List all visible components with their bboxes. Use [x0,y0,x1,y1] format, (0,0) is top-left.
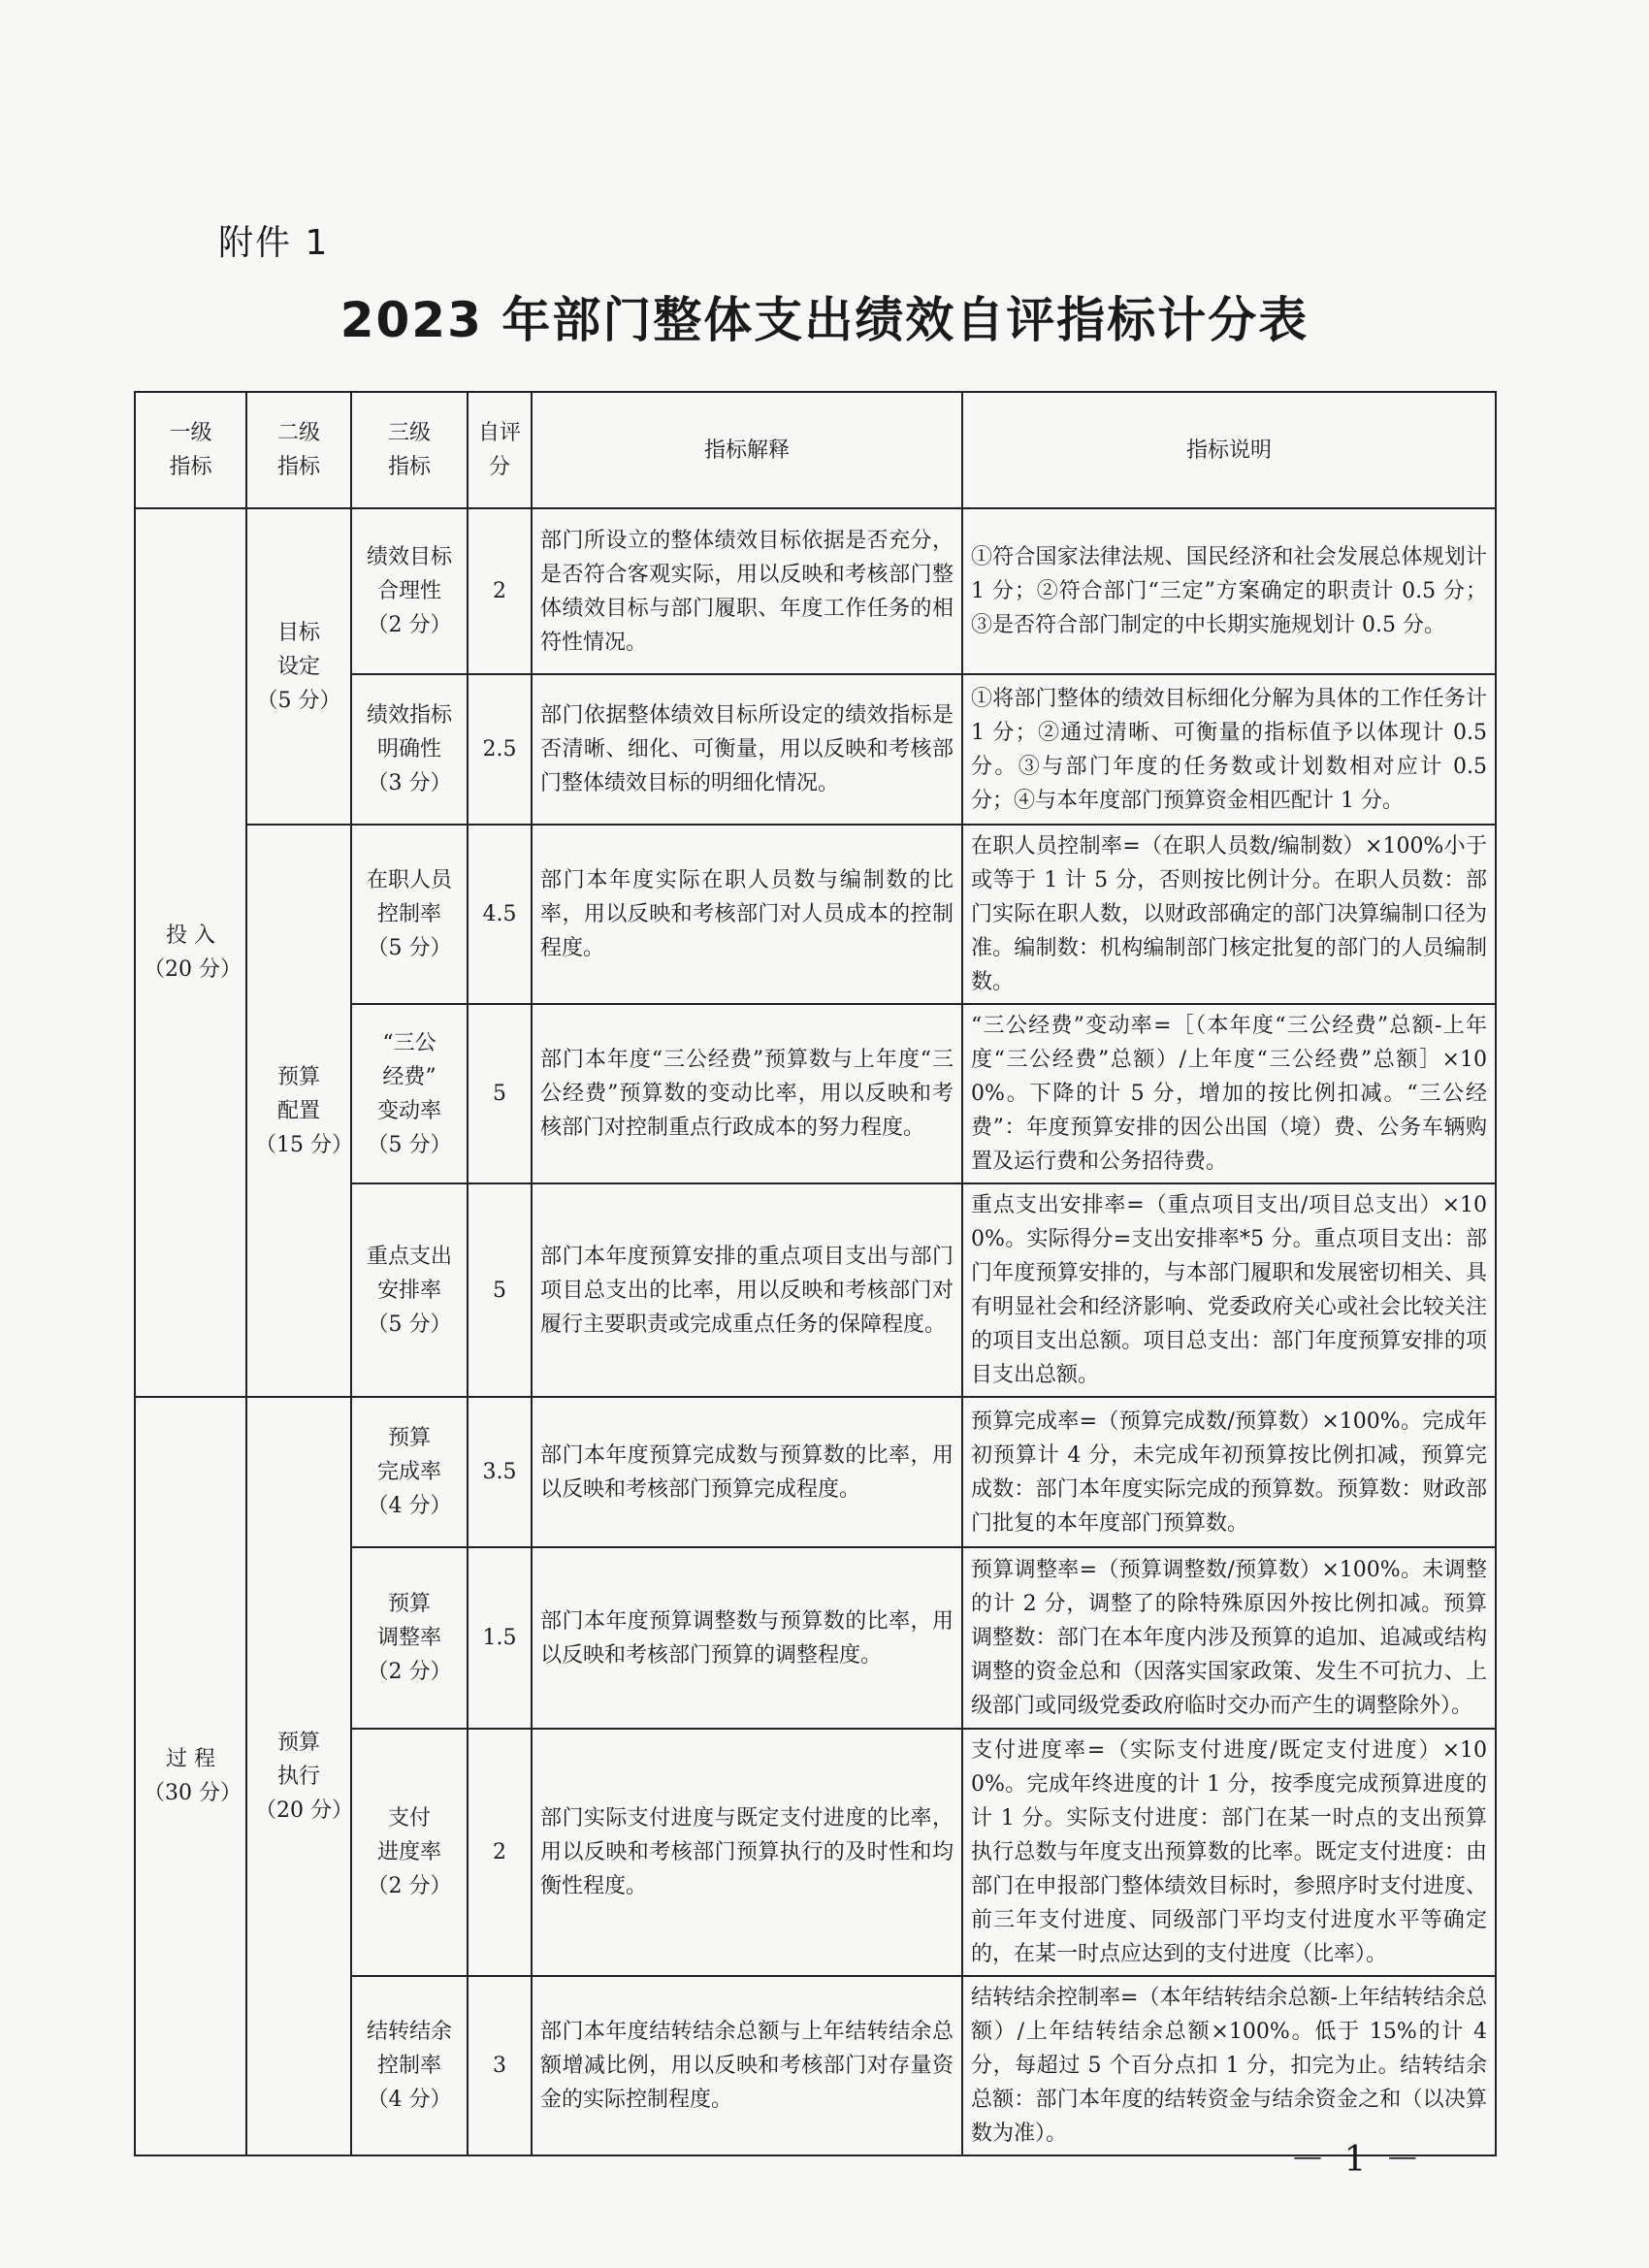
label-line: （5 分） [367,1132,452,1157]
label-line: “三公 [382,1030,436,1055]
label-line: 结转结余 [366,2020,452,2044]
label-line: 安排率 [376,1278,441,1303]
col-header-explanation: 指标解释 [532,392,962,508]
label-line: （5 分） [367,1312,452,1337]
label-line: 投 入 [166,923,215,948]
label-line: 调整率 [376,1626,441,1650]
col-header-score [468,392,532,508]
col-header-level1 [135,392,246,508]
label-line: （20 分） [144,957,242,982]
label-line: 合理性 [376,579,441,603]
label-line: 支付 [387,1806,431,1831]
self-score: 1.5 [468,1547,532,1729]
self-score: 2.5 [468,674,532,825]
label-line: 预算 [387,1426,431,1450]
label-line: 指标 [387,455,431,479]
label-line: 二级 [276,421,320,445]
table-row [135,825,1496,1004]
label-line: （4 分） [367,1494,452,1518]
self-score: 2 [468,508,532,674]
indicator-description: “三公经费”变动率=［（本年度“三公经费”总额-上年度“三公经费”总额）/上年度“三公经费”总额］×100%。下降的计 5 分，增加的按比例扣减。“三公经费”：年度预算安排的因公出国（境）费、公务车辆购置及运行费和公务招待费。 [962,1004,1496,1183]
label-line: 自评 [477,421,521,445]
self-score: 4.5 [468,825,532,1004]
indicator-explanation: 部门本年度“三公经费”预算数与上年度“三公经费”预算数的变动比率，用以反映和考核部门对控制重点行政成本的努力程度。 [532,1004,962,1183]
label-line: 绩效指标 [366,703,452,728]
label-line: 执行 [276,1764,320,1789]
level3-name [351,1729,468,1976]
label-line: 一级 [169,421,212,445]
label-line: 重点支出 [366,1244,452,1269]
level3-name [351,508,468,674]
self-score: 5 [468,1004,532,1183]
label-line: （20 分） [255,1798,353,1823]
label-line: （15 分） [255,1132,353,1157]
indicator-explanation: 部门依据整体绩效目标所设定的绩效指标是否清晰、细化、可衡量，用以反映和考核部门整体绩效目标的明细化情况。 [532,674,962,825]
self-score: 3.5 [468,1397,532,1547]
col-header-description: 指标说明 [962,392,1496,508]
indicator-description: ①符合国家法律法规、国民经济和社会发展总体规划计 1 分；②符合部门“三定”方案确定的职责计 0.5 分；③是否符合部门制定的中长期实施规划计 0.5 分。 [962,508,1496,674]
label-line: 预算 [276,1730,320,1755]
label-line: 指标 [276,455,320,479]
level3-name [351,1004,468,1183]
self-score: 2 [468,1729,532,1976]
label-line: 预算 [387,1592,431,1616]
self-score: 3 [468,1976,532,2155]
level2-budget-allocation [246,825,351,1397]
label-line: （3 分） [367,771,452,795]
label-line: 指标 [169,455,212,479]
indicator-explanation: 部门本年度预算完成数与预算数的比率，用以反映和考核部门预算完成程度。 [532,1397,962,1547]
label-line: （5 分） [256,688,341,713]
level3-name [351,674,468,825]
level3-name [351,1397,468,1547]
label-line: 明确性 [376,737,441,761]
label-line: （2 分） [367,1874,452,1898]
label-line: 目标 [276,620,320,645]
label-line: （4 分） [367,2088,452,2112]
col-header-level3 [351,392,468,508]
indicator-explanation: 部门本年度结转结余总额与上年结转结余总额增减比例，用以反映和考核部门对存量资金的实际控制程度。 [532,1976,962,2155]
label-line: （5 分） [367,936,452,960]
table-header-row [135,392,1496,508]
label-line: （2 分） [367,613,452,637]
document-title: 2023 年部门整体支出绩效自评指标计分表 [340,292,1310,348]
indicator-description: 支付进度率=（实际支付进度/既定支付进度）×100%。完成年终进度的计 1 分，按季度完成预算进度的计 1 分。实际支付进度：部门在某一时点的支出预算执行总数与年度支出预算数的比率。既定支付进度：由部门在申报部门整体绩效目标时，参照序时支付进度、前三年支付进度、同级部门平均支付进度水平等确定的，在某一时点应达到的支付进度（比率）。 [962,1729,1496,1976]
label-line: 过 程 [166,1747,215,1771]
indicator-description: 结转结余控制率=（本年结转结余总额-上年结转结余总额）/上年结转结余总额×100%。低于 15%的计 4 分，每超过 5 个百分点扣 1 分，扣完为止。结转结余总额：部门本年度的结转资金与结余资金之和（以决算数为准）。 [962,1976,1496,2155]
label-line: 控制率 [376,2054,441,2078]
label-line: （2 分） [367,1660,452,1684]
level3-name [351,1183,468,1397]
self-score: 5 [468,1183,532,1397]
table-row [135,1397,1496,1547]
label-line: （30 分） [144,1781,242,1805]
label-line: 进度率 [376,1840,441,1864]
page-number: － 1 － [1290,2140,1424,2180]
indicator-description: ①将部门整体的绩效目标细化分解为具体的工作任务计 1 分；②通过清晰、可衡量的指标值予以体现计 0.5 分。③与部门年度的任务数或计划数相对应计 0.5 分；④与本年度部门预算资金相匹配计 1 分。 [962,674,1496,825]
level1-input [135,508,246,1397]
label-line: 配置 [276,1098,320,1123]
table-row [135,508,1496,674]
level3-name [351,825,468,1004]
indicator-explanation: 部门实际支付进度与既定支付进度的比率，用以反映和考核部门预算执行的及时性和均衡性程度。 [532,1729,962,1976]
indicator-description: 在职人员控制率=（在职人员数/编制数）×100%小于或等于 1 计 5 分，否则按比例计分。在职人员数：部门实际在职人数，以财政部确定的部门决算编制口径为准。编制数：机构编制部门核定批复的部门的人员编制数。 [962,825,1496,1004]
col-header-level2 [246,392,351,508]
attachment-label: 附件 1 [218,223,330,263]
label-line: 变动率 [376,1098,441,1123]
indicator-description: 预算调整率=（预算调整数/预算数）×100%。未调整的计 2 分，调整了的除特殊原因外按比例扣减。预算调整数：部门在本年度内涉及预算的追加、追减或结构调整的资金总和（因落实国家政策、发生不可抗力、上级部门或同级党委政府临时交办而产生的调整除外）。 [962,1547,1496,1729]
label-line: 三级 [387,421,431,445]
indicator-description: 预算完成率=（预算完成数/预算数）×100%。完成年初预算计 4 分，未完成年初预算按比例扣减，预算完成数：部门本年度实际完成的预算数。预算数：财政部门批复的本年度部门预算数。 [962,1397,1496,1547]
label-line: 设定 [276,654,320,679]
indicator-explanation: 部门本年度预算调整数与预算数的比率，用以反映和考核部门预算的调整程度。 [532,1547,962,1729]
indicator-description: 重点支出安排率=（重点项目支出/项目总支出）×100%。实际得分=支出安排率*5 分。重点项目支出：部门年度预算安排的，与本部门履职和发展密切相关、具有明显社会和经济影响、党委政府关心或社会比较关注的项目支出总额。项目总支出：部门年度预算安排的项目支出总额。 [962,1183,1496,1397]
level3-name [351,1547,468,1729]
label-line: 经费” [382,1064,436,1089]
indicator-explanation: 部门所设立的整体绩效目标依据是否充分，是否符合客观实际，用以反映和考核部门整体绩效目标与部门履职、年度工作任务的相符性情况。 [532,508,962,674]
level2-target-setting [246,508,351,825]
indicator-explanation: 部门本年度预算安排的重点项目支出与部门项目总支出的比率，用以反映和考核部门对履行主要职责或完成重点任务的保障程度。 [532,1183,962,1397]
label-line: 绩效目标 [366,545,452,569]
label-line: 预算 [276,1064,320,1089]
label-line: 分 [488,455,510,479]
level1-process [135,1397,246,2155]
label-line: 完成率 [376,1460,441,1484]
label-line: 控制率 [376,902,441,926]
label-line: 在职人员 [366,868,452,892]
indicator-explanation: 部门本年度实际在职人员数与编制数的比率，用以反映和考核部门对人员成本的控制程度。 [532,825,962,1004]
level3-name [351,1976,468,2155]
indicator-score-table [134,391,1497,2156]
level2-budget-execution [246,1397,351,2155]
